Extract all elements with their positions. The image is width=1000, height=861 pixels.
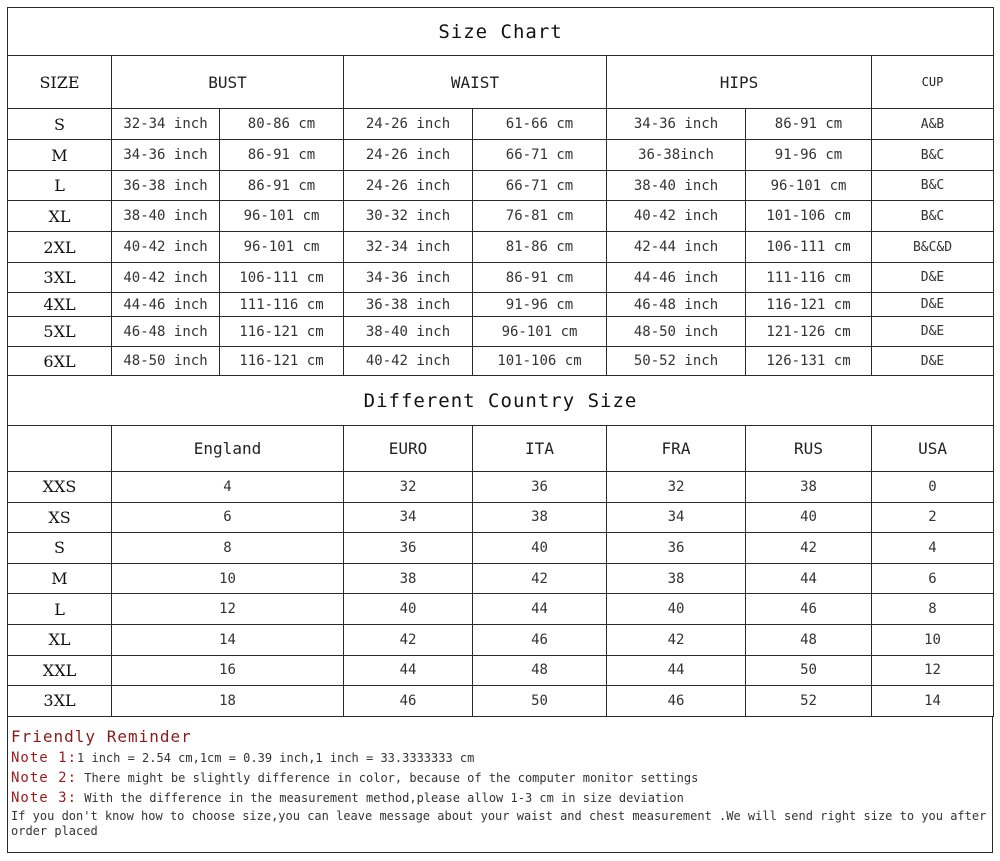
- ita-cell: 46: [473, 624, 607, 655]
- euro-cell: 34: [344, 502, 473, 533]
- reminder-heading: Friendly Reminder: [11, 727, 192, 746]
- england-cell: 16: [112, 655, 344, 686]
- hips-in-cell: 34-36 inch: [607, 109, 746, 140]
- note-text: 1 inch = 2.54 cm,1cm = 0.39 inch,1 inch = 33.3333333 cm: [77, 751, 475, 765]
- note-3: [11, 788, 989, 808]
- hips-in-cell: 46-48 inch: [607, 293, 746, 317]
- size-cell: XL: [8, 624, 112, 655]
- cup-cell: B&C: [872, 171, 994, 201]
- euro-cell: 38: [344, 563, 473, 594]
- hips-cm-cell: 101-106 cm: [746, 201, 872, 232]
- cup-cell: B&C: [872, 201, 994, 232]
- euro-cell: 36: [344, 533, 473, 564]
- header-usa: USA: [872, 426, 994, 472]
- header-rus: RUS: [746, 426, 872, 472]
- size-chart-row: [8, 317, 994, 347]
- size-chart-row: [8, 263, 994, 293]
- waist-in-cell: 40-42 inch: [344, 347, 473, 376]
- rus-cell: 52: [746, 686, 872, 717]
- hips-in-cell: 48-50 inch: [607, 317, 746, 347]
- country-size-row: [8, 502, 994, 533]
- header-bust: BUST: [112, 56, 344, 109]
- header-fra: FRA: [607, 426, 746, 472]
- waist-cm-cell: 86-91 cm: [473, 263, 607, 293]
- country-size-row: [8, 472, 994, 503]
- hips-cm-cell: 116-121 cm: [746, 293, 872, 317]
- hips-cm-cell: 86-91 cm: [746, 109, 872, 140]
- hips-in-cell: 36-38inch: [607, 140, 746, 171]
- country-size-row: [8, 594, 994, 625]
- waist-cm-cell: 76-81 cm: [473, 201, 607, 232]
- fra-cell: 40: [607, 594, 746, 625]
- waist-cm-cell: 61-66 cm: [473, 109, 607, 140]
- bust-cm-cell: 116-121 cm: [220, 347, 344, 376]
- usa-cell: 2: [872, 502, 994, 533]
- waist-cm-cell: 66-71 cm: [473, 140, 607, 171]
- country-size-row: [8, 686, 994, 717]
- bust-cm-cell: 96-101 cm: [220, 232, 344, 263]
- fra-cell: 36: [607, 533, 746, 564]
- rus-cell: 44: [746, 563, 872, 594]
- rus-cell: 38: [746, 472, 872, 503]
- fra-cell: 42: [607, 624, 746, 655]
- waist-in-cell: 32-34 inch: [344, 232, 473, 263]
- bust-cm-cell: 80-86 cm: [220, 109, 344, 140]
- country-size-row: [8, 624, 994, 655]
- bust-cm-cell: 96-101 cm: [220, 201, 344, 232]
- euro-cell: 44: [344, 655, 473, 686]
- size-cell: S: [8, 533, 112, 564]
- england-cell: 14: [112, 624, 344, 655]
- usa-cell: 8: [872, 594, 994, 625]
- friendly-reminder-box: [7, 716, 993, 853]
- header-england: England: [112, 426, 344, 472]
- bust-in-cell: 44-46 inch: [112, 293, 220, 317]
- cup-cell: B&C: [872, 140, 994, 171]
- size-chart-row: [8, 347, 994, 376]
- country-size-row: [8, 533, 994, 564]
- waist-in-cell: 30-32 inch: [344, 201, 473, 232]
- bust-in-cell: 40-42 inch: [112, 263, 220, 293]
- euro-cell: 32: [344, 472, 473, 503]
- bust-in-cell: 40-42 inch: [112, 232, 220, 263]
- size-cell: L: [8, 594, 112, 625]
- ita-cell: 38: [473, 502, 607, 533]
- euro-cell: 46: [344, 686, 473, 717]
- bust-cm-cell: 116-121 cm: [220, 317, 344, 347]
- bust-cm-cell: 106-111 cm: [220, 263, 344, 293]
- waist-in-cell: 24-26 inch: [344, 109, 473, 140]
- size-chart-row: [8, 293, 994, 317]
- bust-cm-cell: 86-91 cm: [220, 171, 344, 201]
- note-1: [11, 748, 989, 768]
- header-euro: EURO: [344, 426, 473, 472]
- country-size-row: [8, 655, 994, 686]
- hips-in-cell: 38-40 inch: [607, 171, 746, 201]
- header-ita: ITA: [473, 426, 607, 472]
- note-label: Note 3:: [11, 790, 78, 806]
- size-chart-row: [8, 171, 994, 201]
- size-chart-table: [7, 7, 994, 376]
- note-2: [11, 768, 989, 788]
- header-blank: [8, 426, 112, 472]
- hips-in-cell: 40-42 inch: [607, 201, 746, 232]
- waist-in-cell: 24-26 inch: [344, 171, 473, 201]
- waist-in-cell: 24-26 inch: [344, 140, 473, 171]
- hips-cm-cell: 121-126 cm: [746, 317, 872, 347]
- fra-cell: 34: [607, 502, 746, 533]
- size-cell: 5XL: [8, 317, 112, 347]
- fra-cell: 44: [607, 655, 746, 686]
- usa-cell: 0: [872, 472, 994, 503]
- fra-cell: 38: [607, 563, 746, 594]
- ita-cell: 42: [473, 563, 607, 594]
- euro-cell: 42: [344, 624, 473, 655]
- note-text: There might be slightly difference in color, because of the computer monitor settings: [77, 771, 699, 785]
- country-size-table: [7, 375, 994, 717]
- england-cell: 4: [112, 472, 344, 503]
- bust-cm-cell: 86-91 cm: [220, 140, 344, 171]
- size-chart-title: Size Chart: [8, 8, 994, 56]
- hips-cm-cell: 106-111 cm: [746, 232, 872, 263]
- cup-cell: D&E: [872, 293, 994, 317]
- size-chart-row: [8, 232, 994, 263]
- hips-in-cell: 44-46 inch: [607, 263, 746, 293]
- usa-cell: 4: [872, 533, 994, 564]
- usa-cell: 12: [872, 655, 994, 686]
- rus-cell: 40: [746, 502, 872, 533]
- rus-cell: 42: [746, 533, 872, 564]
- england-cell: 18: [112, 686, 344, 717]
- size-cell: XL: [8, 201, 112, 232]
- size-cell: S: [8, 109, 112, 140]
- hips-in-cell: 42-44 inch: [607, 232, 746, 263]
- note-label: Note 1:: [11, 750, 78, 766]
- size-cell: M: [8, 140, 112, 171]
- waist-cm-cell: 101-106 cm: [473, 347, 607, 376]
- bust-in-cell: 48-50 inch: [112, 347, 220, 376]
- header-waist: WAIST: [344, 56, 607, 109]
- note-footer: If you don't know how to choose size,you can leave message about your waist and chest measurement .We will send right size to you after order placed: [11, 809, 987, 838]
- ita-cell: 44: [473, 594, 607, 625]
- euro-cell: 40: [344, 594, 473, 625]
- england-cell: 10: [112, 563, 344, 594]
- cup-cell: D&E: [872, 263, 994, 293]
- header-size: SIZE: [8, 56, 112, 109]
- size-cell: XXL: [8, 655, 112, 686]
- bust-in-cell: 46-48 inch: [112, 317, 220, 347]
- rus-cell: 46: [746, 594, 872, 625]
- waist-cm-cell: 66-71 cm: [473, 171, 607, 201]
- ita-cell: 50: [473, 686, 607, 717]
- fra-cell: 46: [607, 686, 746, 717]
- waist-cm-cell: 81-86 cm: [473, 232, 607, 263]
- rus-cell: 50: [746, 655, 872, 686]
- bust-in-cell: 34-36 inch: [112, 140, 220, 171]
- header-hips: HIPS: [607, 56, 872, 109]
- usa-cell: 10: [872, 624, 994, 655]
- waist-in-cell: 36-38 inch: [344, 293, 473, 317]
- waist-cm-cell: 96-101 cm: [473, 317, 607, 347]
- country-size-title: Different Country Size: [8, 376, 994, 426]
- size-cell: 4XL: [8, 293, 112, 317]
- england-cell: 6: [112, 502, 344, 533]
- usa-cell: 6: [872, 563, 994, 594]
- usa-cell: 14: [872, 686, 994, 717]
- cup-cell: B&C&D: [872, 232, 994, 263]
- size-cell: XS: [8, 502, 112, 533]
- size-cell: 6XL: [8, 347, 112, 376]
- size-chart-row: [8, 140, 994, 171]
- ita-cell: 48: [473, 655, 607, 686]
- bust-in-cell: 38-40 inch: [112, 201, 220, 232]
- ita-cell: 40: [473, 533, 607, 564]
- waist-in-cell: 34-36 inch: [344, 263, 473, 293]
- rus-cell: 48: [746, 624, 872, 655]
- cup-cell: D&E: [872, 347, 994, 376]
- size-cell: 2XL: [8, 232, 112, 263]
- size-cell: M: [8, 563, 112, 594]
- fra-cell: 32: [607, 472, 746, 503]
- size-chart-row: [8, 201, 994, 232]
- waist-cm-cell: 91-96 cm: [473, 293, 607, 317]
- hips-cm-cell: 126-131 cm: [746, 347, 872, 376]
- hips-cm-cell: 96-101 cm: [746, 171, 872, 201]
- ita-cell: 36: [473, 472, 607, 503]
- size-cell: XXS: [8, 472, 112, 503]
- bust-in-cell: 36-38 inch: [112, 171, 220, 201]
- size-cell: 3XL: [8, 263, 112, 293]
- bust-cm-cell: 111-116 cm: [220, 293, 344, 317]
- note-text: With the difference in the measurement method,please allow 1-3 cm in size deviation: [77, 791, 684, 805]
- size-cell: 3XL: [8, 686, 112, 717]
- bust-in-cell: 32-34 inch: [112, 109, 220, 140]
- header-cup: CUP: [872, 56, 994, 109]
- cup-cell: D&E: [872, 317, 994, 347]
- cup-cell: A&B: [872, 109, 994, 140]
- size-chart-row: [8, 109, 994, 140]
- hips-cm-cell: 91-96 cm: [746, 140, 872, 171]
- waist-in-cell: 38-40 inch: [344, 317, 473, 347]
- hips-cm-cell: 111-116 cm: [746, 263, 872, 293]
- size-cell: L: [8, 171, 112, 201]
- england-cell: 8: [112, 533, 344, 564]
- country-size-row: [8, 563, 994, 594]
- hips-in-cell: 50-52 inch: [607, 347, 746, 376]
- note-label: Note 2:: [11, 770, 78, 786]
- england-cell: 12: [112, 594, 344, 625]
